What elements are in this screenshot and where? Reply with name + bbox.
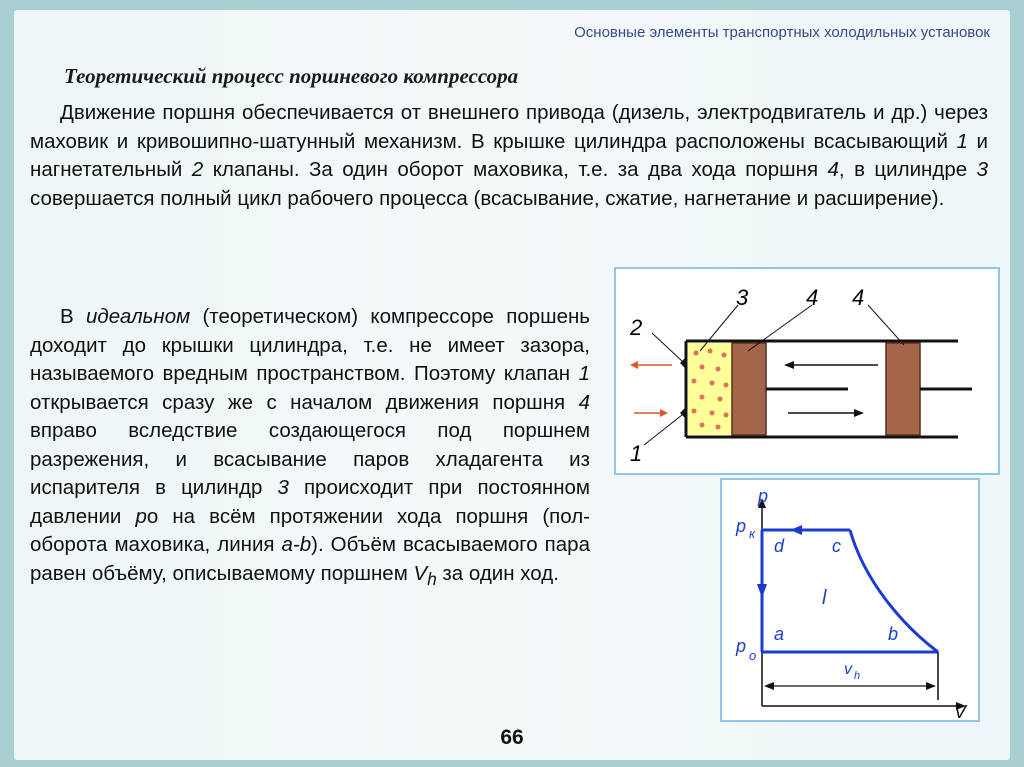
slide-title: Теоретический процесс поршневого компрессора (64, 64, 519, 88)
page-number: 66 (500, 726, 524, 749)
intro-paragraph (30, 99, 988, 213)
text-run: вправо вследствие создающегося под поршнем разрежения, и всасывание паров хладагента из испарителя в цилиндр (30, 419, 590, 499)
text-run: (теоретическом) компрессоре поршень доходит до крышки цилиндра, т.е. не имеет зазора, называемого вредным пространством. Поэтому клапан (30, 305, 590, 385)
text-run: происходит при постоянном давлении (30, 476, 591, 528)
pv-diagram (720, 478, 980, 722)
text-run: 4 (827, 158, 839, 181)
text-run: 3 (277, 476, 289, 499)
label-b: b (888, 624, 899, 644)
ideal-compressor-paragraph (30, 303, 590, 594)
text-run: Движение поршня обеспечивается от внешнего привода (дизель, электродвигатель и др.) через маховик и кривошипно-шатунный механизм. В крышке цилиндра расположены всасывающий (30, 101, 988, 153)
label-p: p (758, 486, 769, 506)
text-run: 2 (191, 158, 204, 181)
text-run: идеальном (86, 305, 191, 328)
label-d: d (774, 536, 785, 556)
text-run: h (427, 569, 437, 589)
slide-header: Основные элементы транспортных холодильных установок (574, 24, 990, 41)
text-run: и нагнетательный (30, 129, 988, 181)
label-1: 1 (630, 441, 643, 466)
suction-valve (680, 407, 686, 419)
text-run: 1 (956, 129, 968, 153)
text-run: , в цилиндре (838, 158, 977, 181)
label-4a: 4 (806, 285, 819, 310)
label-vh: v (844, 661, 852, 678)
text-run: a-b (281, 533, 312, 556)
label-c: c (832, 536, 841, 556)
text-run: ). Объём всасываемого пара равен объёму, описываемому поршнем (30, 533, 590, 585)
piston-right (886, 343, 920, 435)
label-vh-sub: h (854, 670, 861, 682)
label-4b: 4 (852, 285, 865, 310)
label-a: a (774, 624, 785, 644)
label-v: V (954, 702, 967, 720)
text-run: о на всём протяжении хода поршня (пол-оборота маховика, линия (30, 504, 590, 556)
text-run: 3 (976, 158, 988, 181)
piston-left (732, 343, 766, 435)
text-run: совершается полный цикл рабочего процесса (всасывание, сжатие, нагнетание и расширение). (30, 186, 945, 210)
label-l: l (822, 587, 827, 609)
text-run: за один ход. (436, 561, 559, 585)
cylinder-diagram (614, 267, 1000, 475)
text-run: p (135, 504, 147, 528)
text-run: клапаны. За один оборот маховика, т.е. за два хода поршня (203, 158, 828, 181)
label-2: 2 (630, 315, 643, 340)
text-run: открывается сразу же с началом движения поршня (30, 390, 579, 414)
text-run: 1 (578, 362, 590, 385)
text-run: В (60, 305, 86, 328)
label-po-sub: о (749, 648, 757, 663)
label-pk-sub: к (749, 526, 756, 541)
text-run: 4 (578, 390, 590, 414)
discharge-valve (680, 357, 686, 369)
label-3: 3 (736, 285, 749, 310)
label-po: p (736, 636, 747, 656)
label-pk: p (736, 516, 747, 536)
text-run: V (413, 561, 428, 585)
